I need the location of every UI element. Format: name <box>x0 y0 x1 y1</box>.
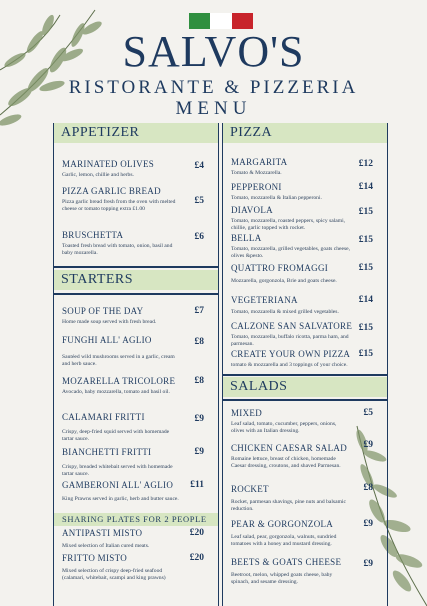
item-price: £20 <box>189 528 204 538</box>
item-price: £15 <box>358 323 373 333</box>
item-name: BIANCHETTI FRITTI <box>62 447 152 457</box>
menu-item <box>231 157 379 177</box>
item-description: Romaine lettuce, breast of chicken, homemade Caesar dressing, croutons, and shaved Parmesan. <box>231 456 341 469</box>
menu-item <box>62 335 210 367</box>
left-column <box>53 123 219 606</box>
item-description: Tomato, mozzarella & mixed grilled vegetables. <box>231 309 339 315</box>
item-name: CALZONE SAN SALVATORE <box>231 321 353 331</box>
item-name: CREATE YOUR OWN PIZZA <box>231 349 351 359</box>
item-description: Pizza garlic bread fresh from the oven with melted cheese or tomato topping extra £1.00 <box>62 199 176 212</box>
item-price: £8 <box>363 483 373 493</box>
menu-item <box>62 528 210 550</box>
item-description: Avocado, baby mozzarella, tomato and basil oil. <box>62 389 170 395</box>
item-price: £9 <box>363 559 373 569</box>
section-divider <box>223 399 387 401</box>
item-name: VEGETERIANA <box>231 295 298 305</box>
item-name: MIXED <box>231 408 262 418</box>
menu-item <box>231 349 379 369</box>
menu-item <box>231 263 379 285</box>
item-name: BELLA <box>231 233 262 243</box>
item-description: Tomato, mozzarella & Italian pepperoni. <box>231 195 322 201</box>
item-price: £11 <box>190 480 204 490</box>
item-description: Crispy, deep-fried squid served with homemade tartar sauce. <box>62 429 170 442</box>
item-description: Tomato & Mozzarella. <box>231 170 282 176</box>
section-divider <box>223 374 387 376</box>
item-price: £5 <box>194 196 204 206</box>
right-column <box>222 123 388 606</box>
item-price: £8 <box>194 376 204 386</box>
menu-item <box>62 186 210 212</box>
item-description: Crispy, breaded whitebait served with homemade tartar sauce. <box>62 464 173 477</box>
item-name: ANTIPASTI MISTO <box>62 528 143 538</box>
item-description: Tomato, mozzarella, roasted peppers, spicy salami, chillie, garlic topped with rocket. <box>231 218 346 231</box>
menu-item <box>62 412 210 442</box>
section-heading-sharing: SHARING PLATES FOR 2 PEOPLE <box>54 513 218 526</box>
item-price: £15 <box>358 207 373 217</box>
item-description: Rocket, parmesan shavings, pine nuts and balsamic reduction. <box>231 499 346 512</box>
menu-item <box>231 205 379 231</box>
item-description: Leaf salad, pear, gorgonzola, walnuts, sundried tomatoes with a honey and mustard dressing. <box>231 534 337 547</box>
item-price: £14 <box>358 182 373 192</box>
item-description: Sautéed wild mushrooms served in a garlic, cream and herb sauce. <box>62 354 175 367</box>
item-price: £15 <box>358 235 373 245</box>
item-price: £4 <box>194 161 204 171</box>
menu-item <box>231 182 379 202</box>
item-name: ROCKET <box>231 484 269 494</box>
item-description: King Prawns served in garlic, herb and butter sauce. <box>62 496 179 502</box>
menu-heading: MENU <box>175 98 252 119</box>
menu-item <box>231 557 379 585</box>
menu-item <box>62 230 210 256</box>
item-name: MARINATED OLIVES <box>62 159 155 169</box>
item-name: DIAVOLA <box>231 205 273 215</box>
item-name: SOUP OF THE DAY <box>62 306 144 316</box>
item-name: PEAR & GORGONZOLA <box>231 519 334 529</box>
item-description: Leaf salad, tomato, cucumber, peppers, onions, olives with an Italian dressing. <box>231 421 337 434</box>
restaurant-title: SALVO'S <box>122 27 305 76</box>
item-description: Garlic, lemon, chillie and herbs. <box>62 172 134 178</box>
menu-item <box>231 295 379 316</box>
item-name: CALAMARI FRITTI <box>62 412 145 422</box>
item-price: £15 <box>358 263 373 273</box>
restaurant-subtitle: RISTORANTE & PIZZERIA <box>68 77 359 98</box>
item-name: QUATTRO FROMAGGI <box>231 263 329 273</box>
item-description: Home made soup served with fresh bread. <box>62 319 157 325</box>
menu-item <box>62 376 210 396</box>
menu-item <box>231 440 379 469</box>
item-price: £9 <box>194 447 204 457</box>
section-heading-appetizer: APPETIZER <box>54 123 218 143</box>
item-description: Tomato, mozzarella, buffalo ricotta, parma ham, and parmesan. <box>231 334 349 347</box>
item-price: £6 <box>194 232 204 242</box>
menu-item <box>62 306 210 326</box>
item-description: Mixed selection of Italian cured meats. <box>62 543 150 549</box>
section-heading-starters: STARTERS <box>54 270 218 290</box>
section-heading-pizza: PIZZA <box>223 123 387 143</box>
item-price: £9 <box>363 440 373 450</box>
item-price: £9 <box>363 519 373 529</box>
item-price: £15 <box>358 349 373 359</box>
item-price: £20 <box>189 553 204 563</box>
item-name: CHICKEN CAESAR SALAD <box>231 443 348 453</box>
menu-item <box>62 447 210 477</box>
menu-item <box>231 519 379 547</box>
item-price: £5 <box>363 408 373 418</box>
item-name: GAMBERONI ALL' AGLIO <box>62 480 174 490</box>
section-heading-salads: SALADS <box>223 377 387 397</box>
item-description: Tomato, mozzarella, grilled vegetables, goats cheese, olives &pesto. <box>231 246 351 259</box>
item-description: Toasted fresh bread with tomato, onion, basil and baby mozarella. <box>62 243 173 256</box>
item-price: £12 <box>358 159 373 169</box>
menu-item <box>231 408 379 434</box>
item-description: tomato & mozzarella and 3 toppings of your choice. <box>231 362 348 368</box>
item-price: £8 <box>194 337 204 347</box>
item-name: BEETS & GOATS CHEESE <box>231 557 342 567</box>
item-description: Mixed selection of crispy deep-fried seafood (calamari, whitebait, scampi and king prawns) <box>62 568 166 581</box>
item-description: Beetroot, melon, whipped goats cheese, baby spinach, and sesame dressing. <box>231 572 333 585</box>
item-name: MOZARELLA TRICOLORE <box>62 376 176 386</box>
item-price: £9 <box>194 414 204 424</box>
item-name: BRUSCHETTA <box>62 230 124 240</box>
menu-item <box>231 484 379 512</box>
item-description: Mozzarella, gorgonzola, Brie and goats cheese. <box>231 278 337 284</box>
menu-item <box>231 233 379 259</box>
section-divider <box>54 293 218 295</box>
item-name: FUNGHI ALL' AGLIO <box>62 335 152 345</box>
item-price: £7 <box>194 306 204 316</box>
menu-item <box>62 553 210 581</box>
item-name: MARGARITA <box>231 157 288 167</box>
item-name: PIZZA GARLIC BREAD <box>62 186 161 196</box>
menu-item <box>62 159 210 179</box>
item-price: £14 <box>358 295 373 305</box>
item-name: PEPPERONI <box>231 182 282 192</box>
menu-item <box>62 480 210 503</box>
section-divider <box>54 266 218 268</box>
item-name: FRITTO MISTO <box>62 553 128 563</box>
menu-item <box>231 321 379 347</box>
